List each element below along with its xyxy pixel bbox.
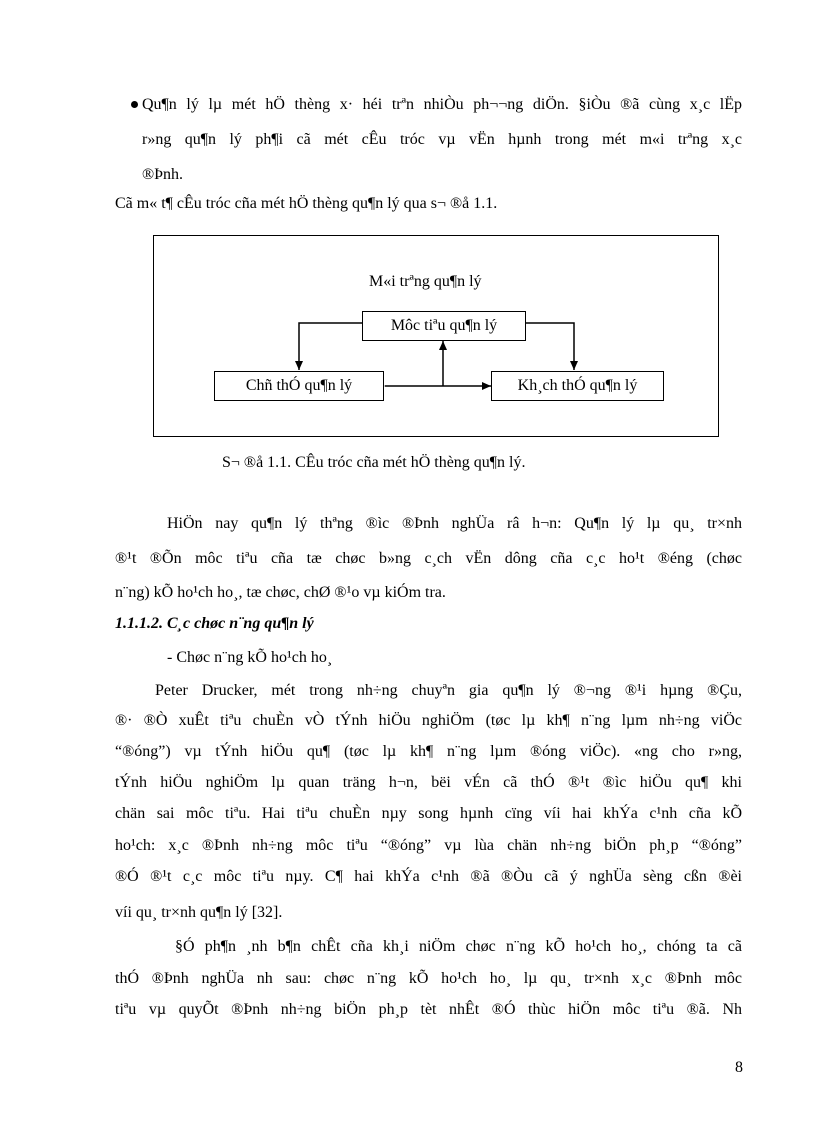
para2-line: chän sai môc tiªu. Hai tiªu chuÈn nµy song hµnh cïng víi hai khÝa c¹nh cña kÕ <box>115 805 742 822</box>
section-heading: 1.1.1.2. C¸c chøc n¨ng qu¶n lý <box>115 615 314 632</box>
bullet-text-line: Qu¶n lý lµ mét hÖ thèng x· héi trªn nhiÒu ph¬¬ng diÖn. §iÒu ®ã cùng x¸c lËp <box>142 96 742 113</box>
environment-label: M«i trªng qu¶n lý <box>369 273 482 290</box>
diagram-caption: S¬ ®å 1.1. CÊu tróc cña mét hÖ thèng qu¶n lý. <box>222 454 526 471</box>
para1-line: n¨ng) kÕ ho¹ch ho¸, tæ chøc, chØ ®¹o vµ kiÓm tra. <box>115 584 446 601</box>
bullet-text-line: ®Þnh. <box>142 166 184 183</box>
para2-line: ®Ó ®¹t c¸c môc tiªu nµy. C¶ hai khÝa c¹nh ®ã ®Òu cã ý nghÜa sèng cßn ®èi <box>115 868 742 885</box>
para1-line: ®¹t ®Õn môc tiªu cña tæ chøc b»ng c¸ch vËn dông cña c¸c ho¹t ®éng (chøc <box>115 550 742 567</box>
para2-line: tÝnh hiÖu nghiÖm lµ quan träng h¬n, bëi vÉn cã thÓ ®¹t ®ìc hiÖu qu¶ khi <box>115 774 742 791</box>
para3-line: tiªu vµ quyÕt ®Þnh nh÷ng biÖn ph¸p tèt nhÊt ®Ó thùc hiÖn môc tiªu ®ã. Nh <box>115 1001 742 1018</box>
bullet-text-line: r»ng qu¶n lý ph¶i cã mét cÊu tróc vµ vËn hµnh trong mét m«i trªng x¸c <box>142 131 742 148</box>
sub-item: - Chøc n¨ng kÕ ho¹ch ho¸ <box>167 649 333 666</box>
para2-line: ho¹ch: x¸c ®Þnh nh÷ng môc tiªu “®óng” vµ lùa chän nh÷ng biÖn ph¸p “®óng” <box>115 837 742 854</box>
page-number: 8 <box>735 1059 743 1076</box>
para2-line: ®· ®Ò xuÊt tiªu chuÈn vÒ tÝnh hiÖu nghiÖm (tøc lµ kh¶ n¨ng lµm nh÷ng viÖc <box>115 712 742 729</box>
connector-goal-subject <box>299 323 362 370</box>
connector-goal-object <box>526 323 574 370</box>
para2-line: Peter Drucker, mét trong nh÷ng chuyªn gia qu¶n lý ®¬ng ®¹i hµng ®Çu, <box>155 682 742 699</box>
para1-line: HiÖn nay qu¶n lý thªng ®ìc ®Þnh nghÜa râ h¬n: Qu¶n lý lµ qu¸ tr×nh <box>167 515 742 532</box>
object-box: Kh¸ch thÓ qu¶n lý <box>491 371 664 401</box>
diagram-intro-text: Cã m« t¶ cÊu tróc cña mét hÖ thèng qu¶n lý qua s¬ ®å 1.1. <box>115 195 498 212</box>
goal-box: Môc tiªu qu¶n lý <box>362 311 526 341</box>
para3-line: thÓ ®Þnh nghÜa nh sau: chøc n¨ng kÕ ho¹ch ho¸ lµ qu¸ tr×nh x¸c ®Þnh môc <box>115 970 742 987</box>
subject-box: Chñ thÓ qu¶n lý <box>214 371 384 401</box>
para2-line: “®óng”) vµ tÝnh hiÖu qu¶ (tøc lµ kh¶ n¨ng lµm ®óng viÖc). «ng cho r»ng, <box>115 743 742 760</box>
para3-line: §Ó ph¶n ¸nh b¶n chÊt cña kh¸i niÖm chøc n¨ng kÕ ho¹ch ho¸, chóng ta cã <box>175 938 742 955</box>
para2-line: víi qu¸ tr×nh qu¶n lý [32]. <box>115 904 283 921</box>
